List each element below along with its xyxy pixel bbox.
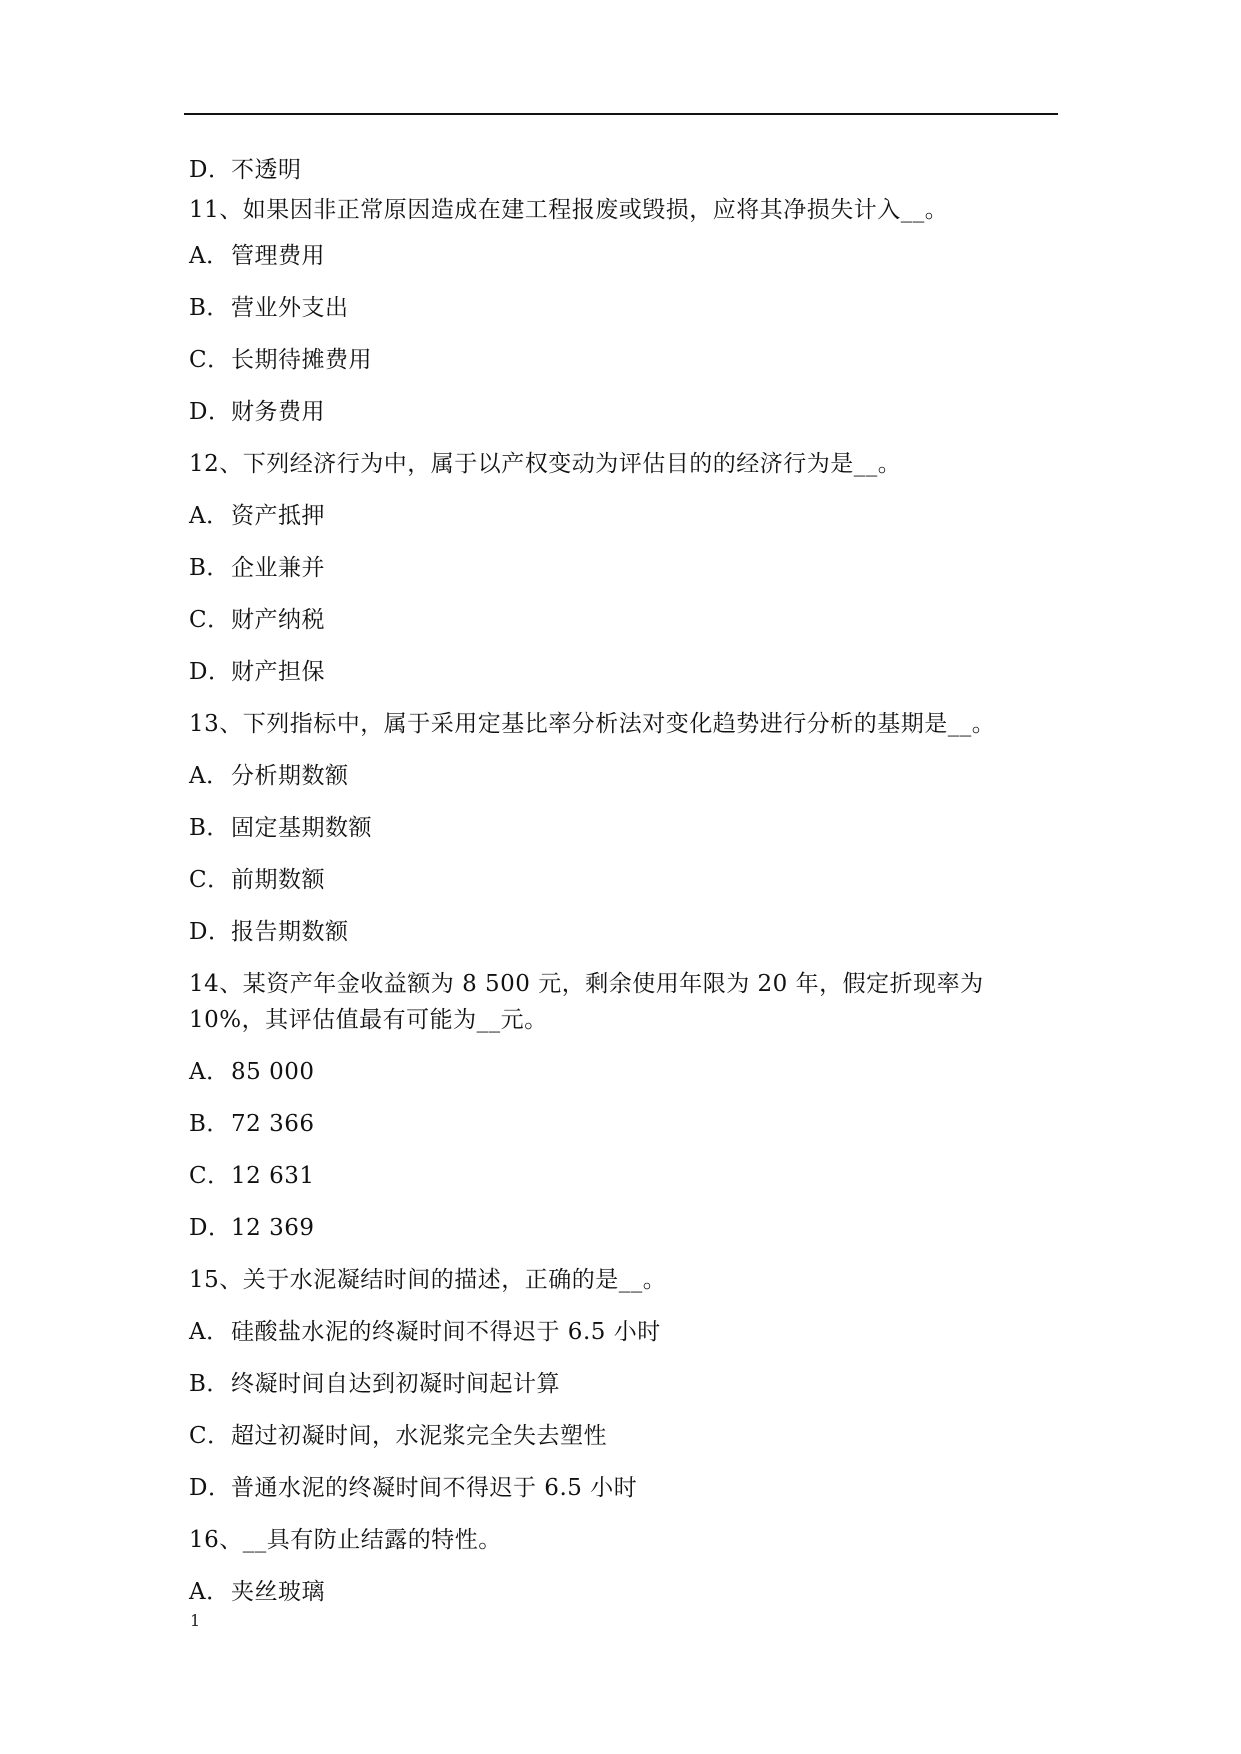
question-text: 12、下列经济行为中，属于以产权变动为评估目的的经济行为是__。 [189,451,902,477]
option-line [189,646,1057,698]
question-text: 16、__具有防止结露的特性。 [189,1527,502,1553]
option-line [189,802,1057,854]
option-text: 营业外支出 [231,295,349,321]
option-letter: B． [189,1111,230,1137]
option-letter: D． [189,1475,232,1501]
question-text: 14、某资产年金收益额为 8 500 元，剩余使用年限为 20 年，假定折现率为 10%，其评估值最有可能为__元。 [189,971,984,1033]
option-text: 普通水泥的终凝时间不得迟于 6.5 小时 [231,1475,638,1501]
option-line [189,1306,1057,1358]
question-text: 11、如果因非正常原因造成在建工程报废或毁损，应将其净损失计入__。 [189,197,949,223]
option-text: 12 369 [231,1215,315,1241]
option-text: 财产担保 [231,659,325,685]
option-line [189,542,1057,594]
option-line [189,230,1057,282]
question-line [189,698,1057,750]
option-letter: C． [189,867,231,893]
option-letter: A． [189,1579,230,1605]
option-line [189,490,1057,542]
question-line [189,190,1057,230]
option-letter: D． [189,1215,232,1241]
question-line [189,438,1057,490]
option-text: 财产纳税 [231,607,325,633]
option-text: 硅酸盐水泥的终凝时间不得迟于 6.5 小时 [231,1319,661,1345]
option-letter: A． [189,1059,230,1085]
option-text: 长期待摊费用 [231,347,372,373]
option-line [189,1046,1057,1098]
option-letter: A． [189,243,230,269]
option-text: 终凝时间自达到初凝时间起计算 [231,1371,560,1397]
option-text: 夹丝玻璃 [231,1579,325,1605]
option-line [189,1410,1057,1462]
option-line [189,334,1057,386]
option-line [189,594,1057,646]
option-line [189,1462,1057,1514]
option-line [189,1202,1057,1254]
header-rule [184,113,1058,115]
question-line [189,958,1057,1046]
option-line [189,1358,1057,1410]
option-text: 企业兼并 [231,555,325,581]
option-line [189,854,1057,906]
option-line [189,282,1057,334]
option-text: 财务费用 [231,399,325,425]
option-letter: D． [189,919,232,945]
option-letter: C． [189,347,231,373]
option-text: 不透明 [231,157,302,183]
option-line [189,906,1057,958]
option-letter: C． [189,1163,231,1189]
option-line [189,1150,1057,1202]
option-letter: D． [189,157,232,183]
option-line [189,150,1057,190]
option-line [189,1098,1057,1150]
option-letter: B． [189,815,230,841]
option-text: 固定基期数额 [231,815,372,841]
question-line [189,1514,1057,1566]
document-body [189,150,1057,1618]
option-line [189,750,1057,802]
option-text: 资产抵押 [231,503,325,529]
option-text: 85 000 [231,1059,315,1085]
option-text: 超过初凝时间，水泥浆完全失去塑性 [231,1423,607,1449]
option-letter: B． [189,555,230,581]
option-letter: A． [189,503,230,529]
question-line [189,1254,1057,1306]
option-text: 前期数额 [231,867,325,893]
option-line [189,386,1057,438]
option-letter: B． [189,1371,230,1397]
option-letter: D． [189,659,232,685]
question-text: 15、关于水泥凝结时间的描述，正确的是__。 [189,1267,667,1293]
option-text: 分析期数额 [231,763,349,789]
option-text: 管理费用 [231,243,325,269]
option-letter: B． [189,295,230,321]
option-letter: A． [189,763,230,789]
question-text: 13、下列指标中，属于采用定基比率分析法对变化趋势进行分析的基期是__。 [189,711,996,737]
option-text: 12 631 [231,1163,315,1189]
option-letter: D． [189,399,232,425]
page-number: 1 [190,1611,201,1630]
option-letter: C． [189,607,231,633]
option-text: 报告期数额 [231,919,349,945]
option-text: 72 366 [231,1111,315,1137]
option-letter: C． [189,1423,231,1449]
option-letter: A． [189,1319,230,1345]
option-line [189,1566,1057,1618]
